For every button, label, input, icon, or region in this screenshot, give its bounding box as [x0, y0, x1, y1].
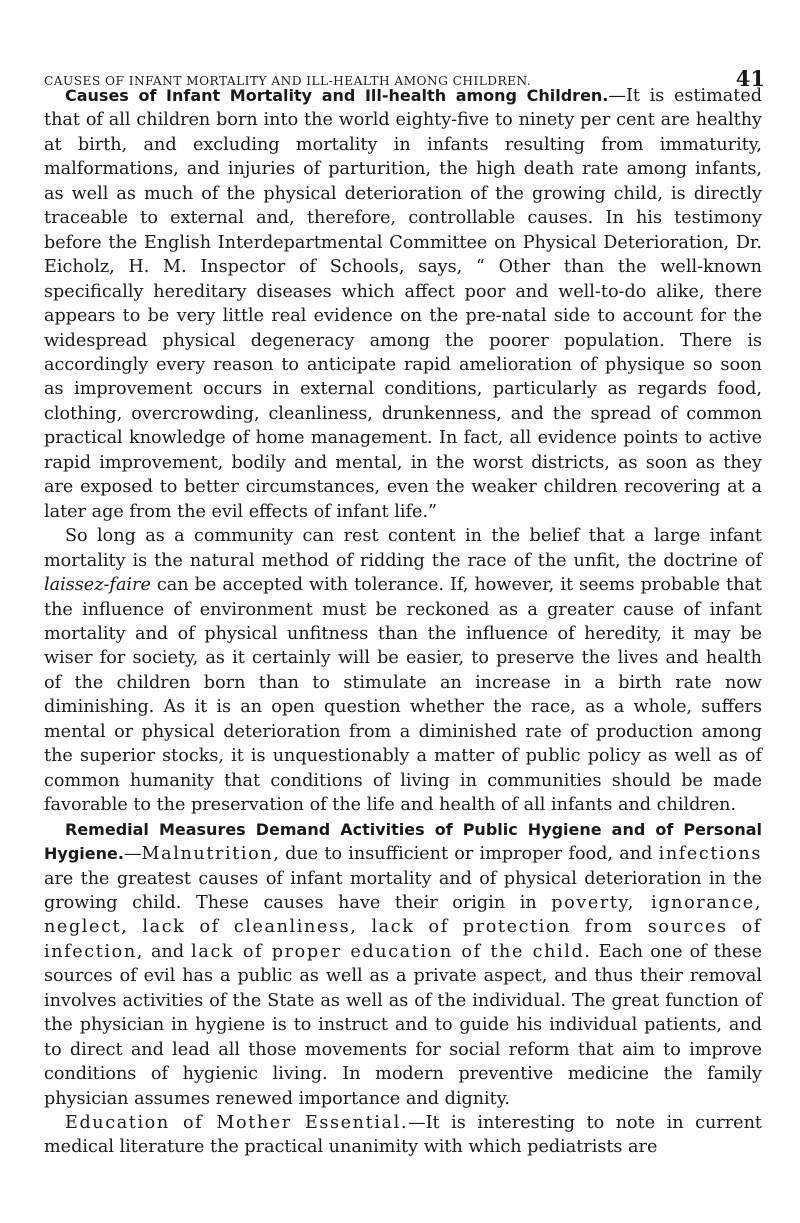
paragraph-text: and	[143, 941, 192, 962]
subheading-education-of-mother: Education of Mother Essential.	[65, 1113, 409, 1134]
body-text	[44, 84, 762, 1160]
paragraph-remedial-measures	[44, 818, 762, 1111]
paragraph-text: —It is estimated that of all children born into the world eighty-five to ninety per cent are healthy at birth, and excluding mortality in infants resulting from immaturity, malformations, and injuries of parturition, the high death rate among infants, as well as much of the physical deterioration of the growing child, is directly traceable to external and, therefore, controllable causes. In his testimony before the English Interdepartmental Committee on Physical Deterioration, Dr. Eicholz, H. M. Inspector of Schools, says, “ Other than the well-known specifically hereditary diseases which affect poor and well-to-do alike, there appears to be very little real evidence on the pre-natal side to account for the widespread physical degeneracy among the poorer population. There is accordingly every reason to anticipate rapid amelioration of physique so soon as improvement occurs in external conditions, particularly as regards food, clothing, overcrowding, cleanliness, drunkenness, and the spread of common practical knowledge of home management. In fact, all evidence points to active rapid improvement, bodily and mental, in the worst districts, as soon as they are exposed to better circumstances, even the weaker children recovering at a later age from the evil effects of infant life.”	[44, 86, 762, 522]
emphasis-causes-list: poverty, ignorance, neglect, lack of cleanliness, lack of protection from sources of infection,	[44, 892, 762, 962]
paragraph-laissez-faire	[44, 524, 762, 817]
paragraph-infant-mortality-causes	[44, 84, 762, 524]
paragraph-text: , due to insufficient or improper food, and	[273, 844, 659, 865]
section-heading-causes: Causes of Infant Mortality and Ill-health among Children.	[65, 86, 609, 105]
emphasis-lack-of-education: lack of proper education of the child.	[191, 941, 592, 962]
emphasis-infections: infections	[658, 844, 762, 865]
paragraph-education-of-mother	[44, 1111, 762, 1160]
dash: —	[123, 844, 142, 865]
italic-term: laissez-faire	[44, 575, 151, 596]
paragraph-text: So long as a community can rest content in the belief that a large infant mortality is the natural method of ridding the race of the unfit, the doctrine of	[44, 526, 762, 571]
emphasis-malnutrition: Malnutrition	[141, 844, 274, 865]
paragraph-text: —It is interesting to note in current medical literature the practical unanimity with which pediatrists are	[44, 1113, 762, 1158]
paragraph-text: can be accepted with tolerance. If, however, it seems probable that the influence of environment must be reckoned as a greater cause of infant mortality and of physical unfitness than the influence of heredity, it may be wiser for society, as it certainly will be easier, to preserve the lives and health of the children born than to stimulate an increase in a birth rate now diminishing. As it is an open question whether the race, as a whole, suffers mental or physical deterioration from a diminished rate of production among the superior stocks, it is unquestionably a matter of public policy as well as of common humanity that conditions of living in communities should be made favorable to the preservation of the life and health of all infants and children.	[44, 575, 762, 816]
paragraph-text: are the greatest causes of infant mortality and of physical deterioration in the growing child. These causes have their origin in	[44, 868, 762, 913]
page-number: 41	[735, 66, 765, 91]
section-heading-remedial-measures: Remedial Measures Demand Activities of Public Hygiene and of Personal Hygiene.	[44, 819, 762, 864]
running-title: CAUSES OF INFANT MORTALITY AND ILL-HEALTH AMONG CHILDREN.	[44, 74, 532, 88]
paragraph-text: Each one of these sources of evil has a public as well as a private aspect, and thus their removal involves activities of the State as well as of the individual. The great function of the physician in hygiene is to instruct and to guide his individual patients, and to direct and lead all those movements for social reform that aim to improve conditions of hygienic living. In modern preventive medicine the family physician assumes renewed importance and dignity.	[44, 941, 762, 1109]
